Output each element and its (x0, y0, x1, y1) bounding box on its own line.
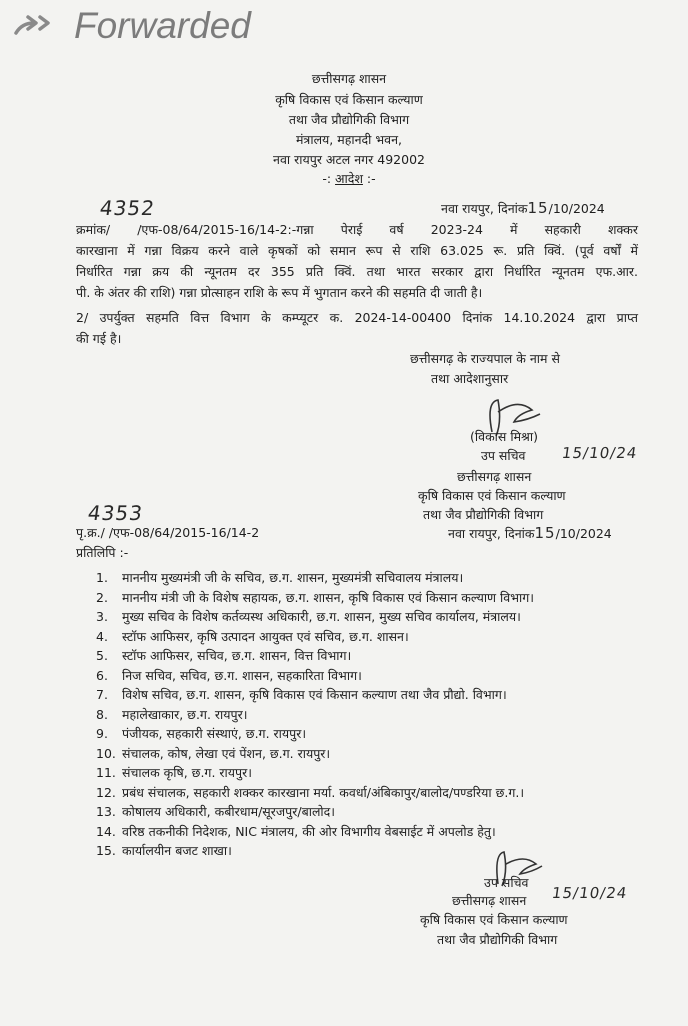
recipient-number: 3. (96, 609, 108, 624)
recipient-item (96, 822, 534, 842)
recipient-text: माननीय मुख्यमंत्री जी के सचिव, छ.ग. शासन, मुख्यमंत्री सचिवालय मंत्रालय। (122, 570, 464, 585)
signature-2-designation: उप सचिव (484, 875, 529, 890)
endorsement-date: नवा रायपुर, दिनांक15/10/2024 (448, 524, 612, 542)
recipient-number: 6. (96, 667, 108, 683)
recipient-number: 11. (96, 765, 116, 780)
recipient-item (96, 568, 534, 588)
recipient-number: 15. (96, 843, 116, 858)
recipient-number: 13. (96, 804, 116, 819)
recipient-text: महालेखाकार, छ.ग. रायपुर। (122, 706, 248, 722)
header-line-4: मंत्रालय, महानदी भवन, (295, 132, 403, 147)
para2-line: की गई है। (76, 331, 122, 346)
recipient-text: स्टॉफ आफिसर, सचिव, छ.ग. शासन, वित्त विभाग। (122, 648, 352, 663)
signature-2-org-3: तथा जैव प्रौद्योगिकी विभाग (437, 932, 558, 947)
forwarded-text: Forwarded (74, 5, 251, 46)
para1-line: क्रमांक/ /एफ-08/64/2015-16/14-2:-गन्ना पेराई वर्ष 2023-24 में सहकारी शक्कर (76, 222, 638, 237)
recipient-item (96, 627, 534, 647)
recipient-item (96, 685, 534, 705)
recipient-number: 9. (96, 726, 108, 741)
governor-order-line-1: छत्तीसगढ़ के राज्यपाल के नाम से (410, 351, 560, 366)
para1-line: कारखाना में गन्ना विक्रय करने वाले कृषकों को समान रूप से राशि 63.025 रू. प्रति क्विं. (पूर्व वर्षों में (76, 243, 638, 258)
recipient-text: मुख्य सचिव के विशेष कर्तव्यस्थ अधिकारी, छ.ग. शासन, मुख्य सचिव कार्यालय, मंत्रालय। (122, 609, 521, 624)
recipient-text: प्रबंध संचालक, सहकारी शक्कर कारखाना मर्या. कवर्धा/अंबिकापुर/बालोद/पण्डरिया छ.ग.। (122, 784, 525, 800)
signatory-name: (विकास मिश्रा) (470, 429, 539, 444)
governor-order-line-2: तथा आदेशानुसार (431, 371, 509, 386)
header-line-2: कृषि विकास एवं किसान कल्याण (275, 92, 423, 107)
signature-1-date: 15/10/24 (560, 444, 639, 462)
recipient-item (96, 607, 534, 627)
para2-line: 2/ उपर्युक्त सहमति वित्त विभाग के कम्प्यूटर क. 2024-14-00400 दिनांक 14.10.2024 द्वारा प्राप्त (76, 310, 638, 325)
signature-1-org-1: छत्तीसगढ़ शासन (457, 469, 532, 484)
recipient-text: विशेष सचिव, छ.ग. शासन, कृषि विकास एवं किसान कल्याण तथा जैव प्रौद्यो. विभाग। (122, 687, 507, 702)
forwarded-label (12, 2, 251, 50)
recipient-text: माननीय मंत्री जी के विशेष सहायक, छ.ग. शासन, कृषि विकास एवं किसान कल्याण विभाग। (122, 589, 535, 605)
recipient-item (96, 802, 534, 822)
signature-1-org-2: कृषि विकास एवं किसान कल्याण (418, 488, 566, 503)
recipient-item (96, 588, 534, 608)
header-line-1: छत्तीसगढ़ शासन (311, 71, 387, 86)
recipient-item (96, 705, 534, 725)
recipient-number: 1. (96, 570, 108, 585)
recipient-item (96, 763, 534, 783)
signature-2-org-1: छत्तीसगढ़ शासन (452, 893, 527, 908)
order-paragraph-1 (76, 219, 638, 303)
recipient-list (96, 568, 534, 861)
recipient-number: 5. (96, 648, 108, 663)
header-line-5: नवा रायपुर अटल नगर 492002 (273, 152, 425, 167)
copy-to-label: प्रतिलिपि :- (76, 545, 129, 560)
double-forward-arrow-icon (12, 11, 58, 41)
recipient-text: निज सचिव, सचिव, छ.ग. शासन, सहकारिता विभाग। (122, 667, 362, 683)
order-paragraph-2 (76, 307, 638, 349)
recipient-number: 7. (96, 687, 108, 702)
order-date: नवा रायपुर, दिनांक15/10/2024 (441, 199, 605, 217)
handwritten-endorsement-number: 4353 (86, 501, 145, 525)
recipient-number: 8. (96, 706, 108, 722)
recipient-text: पंजीयक, सहकारी संस्थाएं, छ.ग. रायपुर। (122, 726, 307, 741)
handwritten-order-number: 4352 (98, 196, 157, 220)
recipient-number: 14. (96, 823, 116, 839)
recipient-number: 2. (96, 589, 108, 605)
signature-1-org-3: तथा जैव प्रौद्योगिकी विभाग (423, 507, 544, 522)
recipient-text: कोषालय अधिकारी, कबीरधाम/सूरजपुर/बालोद। (122, 804, 336, 819)
para1-line: निर्धारित गन्ना क्रय की न्यूनतम दर 355 प्रति क्विं. तथा भारत सरकार द्वारा निर्धारित न्यूनतम एफ.आर. (76, 264, 638, 279)
recipient-item (96, 666, 534, 686)
endorsement-reference: पृ.क्र./ /एफ-08/64/2015-16/14-2 (76, 525, 260, 540)
header-line-3: तथा जैव प्रौद्योगिकी विभाग (288, 112, 410, 127)
order-title: -: आदेश :- (322, 171, 376, 186)
recipient-item (96, 783, 534, 803)
recipient-text: स्टॉफ आफिसर, कृषि उत्पादन आयुक्त एवं सचिव, छ.ग. शासन। (122, 628, 409, 644)
recipient-number: 10. (96, 745, 116, 761)
recipient-text: संचालक कृषि, छ.ग. रायपुर। (122, 765, 252, 780)
signature-2-org-2: कृषि विकास एवं किसान कल्याण (420, 912, 568, 927)
recipient-text: कार्यालयीन बजट शाखा। (122, 843, 232, 858)
document-page (0, 58, 688, 1026)
recipient-text: वरिष्ठ तकनीकी निदेशक, NIC मंत्रालय, की ओर विभागीय वेबसाईट में अपलोड हेतु। (122, 823, 496, 839)
signatory-designation: उप सचिव (481, 448, 526, 463)
para1-line: पी. के अंतर की राशि) गन्ना प्रोत्साहन राशि के रूप में भुगतान करने की सहमति दी जाती है। (76, 285, 483, 300)
recipient-item (96, 841, 534, 861)
recipient-text: संचालक, कोष, लेखा एवं पेंशन, छ.ग. रायपुर। (122, 745, 331, 761)
recipient-item (96, 646, 534, 666)
recipient-number: 12. (96, 784, 116, 800)
recipient-item (96, 744, 534, 764)
recipient-number: 4. (96, 628, 108, 644)
signature-2-date: 15/10/24 (550, 884, 629, 902)
recipient-item (96, 724, 534, 744)
